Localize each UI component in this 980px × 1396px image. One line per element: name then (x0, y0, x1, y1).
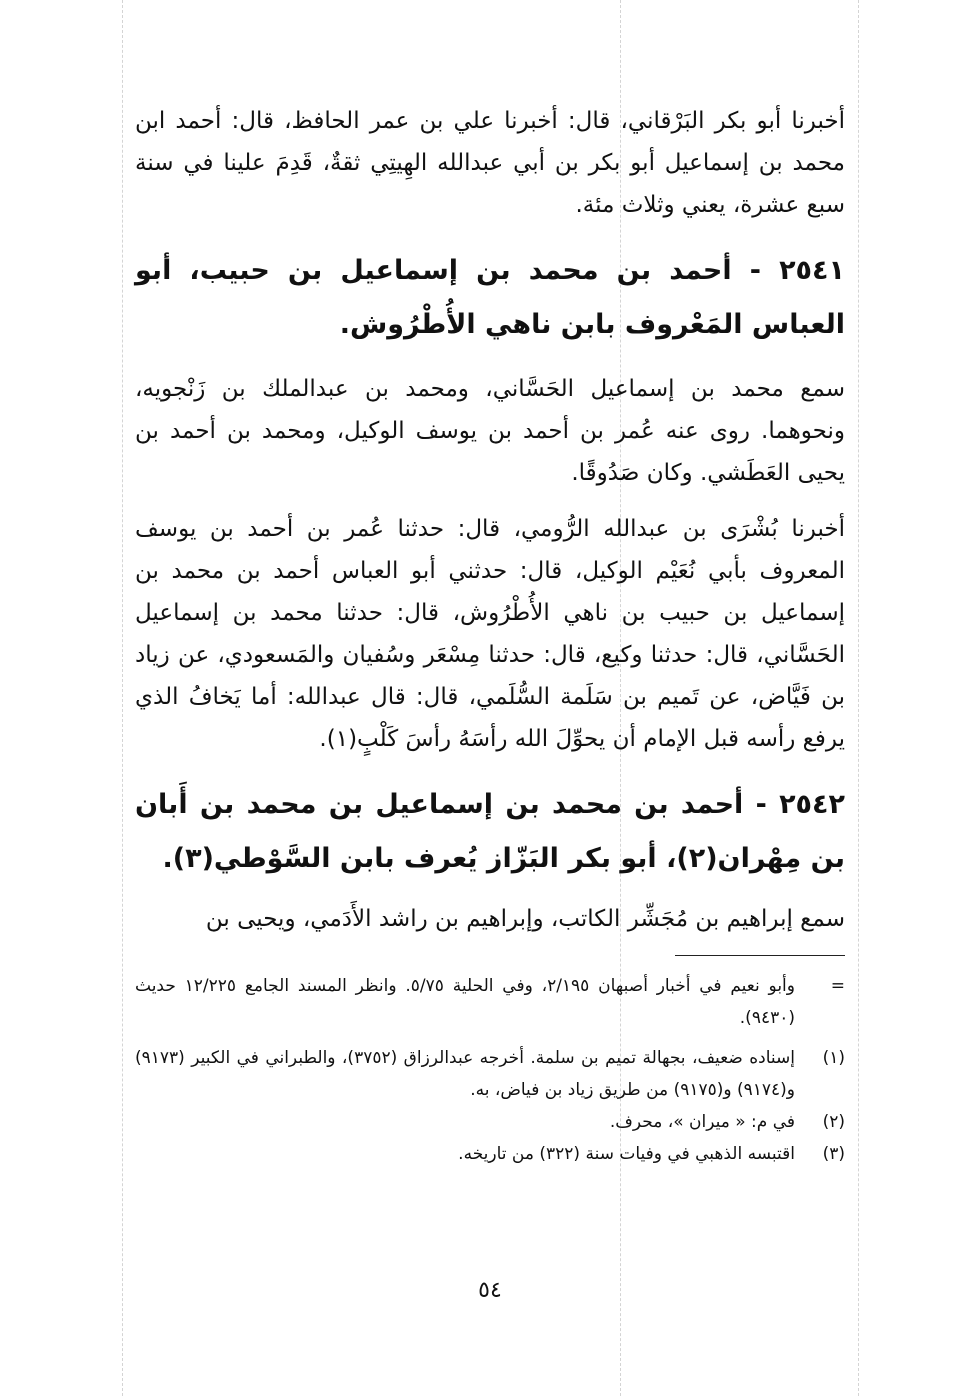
scan-guide-line (122, 0, 123, 1396)
footnotes (135, 970, 845, 1170)
entry-heading-2541: ٢٥٤١ - أحمد بن محمد بن إسماعيل بن حبيب، أبو العباس المَعْروف بابن ناهي الأُطْرُوش. (135, 255, 845, 340)
footnote-text: إسناده ضعيف، بجهالة تميم بن سلمة. أخرجه عبدالرزاق (٣٧٥٢)، والطبراني في الكبير (٩١٧٣) و(٩١٧٤) و(٩١٧٥) من طريق زياد بن فياض، به. (135, 1048, 795, 1100)
footnote-number: (١) (822, 1048, 845, 1068)
paragraph-3: أخبرنا بُشْرَى بن عبدالله الرُّومي، قال: حدثنا عُمر بن أحمد بن يوسف المعروف بأبي نُعَيْم الوكيل، قال: حدثني أبو العباس أحمد بن محمد بن إسماعيل بن حبيب بن ناهي الأُطْرُوش، قال: حدثنا محمد بن إسماعيل الحَسَّاني، قال: حدثنا وكيع، قال: حدثنا مِسْعَر وسُفيان والمَسعودي، عن زياد بن فَيَّاض، عن تَميم بن سَلَمة السُّلَمي، قال: قال عبدالله: أما يَخافُ الذي يرفع رأسه قبل الإمام أن يحوِّلَ الله رأسَهُ رأسَ كَلْبٍ(١). (135, 516, 845, 752)
footnote-continuation-marker: = (830, 976, 845, 996)
footnote-continuation (135, 970, 845, 1034)
footnote-separator (675, 955, 845, 956)
scan-guide-line (858, 0, 859, 1396)
footnote-number: (٣) (822, 1144, 845, 1164)
page-number: ٥٤ (478, 1278, 502, 1303)
paragraph-4: سمع إبراهيم بن مُجَشِّر الكاتب، وإبراهيم بن راشد الأَدَمي، ويحيى بن (205, 906, 845, 932)
paragraph-1: أخبرنا أبو بكر البَرْقاني، قال: أخبرنا علي بن عمر الحافظ، قال: أحمد ابن محمد بن إسماعيل أبو بكر بن أبي عبدالله الهِيتِي ثقةٌ، قَدِمَ علينا في سنة سبع عشرة، يعني وثلاث مئة. (135, 108, 845, 218)
footnote-continuation-text: وأبو نعيم في أخبار أصبهان ٢/١٩٥، وفي الحلية ٥/٧٥. وانظر المسند الجامع ١٢/٢٢٥ حديث (٩٤٣٠). (135, 976, 795, 1028)
footnote-text: في م: « ميران »، محرف. (609, 1112, 795, 1132)
footnote-item (135, 1042, 845, 1106)
footnote-number: (٢) (822, 1112, 845, 1132)
paragraph-2: سمع محمد بن إسماعيل الحَسَّاني، ومحمد بن عبدالملك بن زَنْجويه، ونحوهما. روى عنه عُمر بن أحمد بن يوسف الوكيل، ومحمد بن أحمد بن يحيى العَطَشي. وكان صَدُوقًا. (135, 376, 845, 486)
footnote-item (135, 1138, 845, 1170)
footnote-item (135, 1106, 845, 1138)
entry-heading-2542: ٢٥٤٢ - أحمد بن محمد بن إسماعيل بن محمد بن أَبان بن مِهْران(٢)، أبو بكر البَزّاز يُعرف بابن السَّوْطي(٣). (135, 789, 845, 874)
footnote-text: اقتبسه الذهبي في وفيات سنة (٣٢٢) من تاريخه. (458, 1144, 795, 1164)
